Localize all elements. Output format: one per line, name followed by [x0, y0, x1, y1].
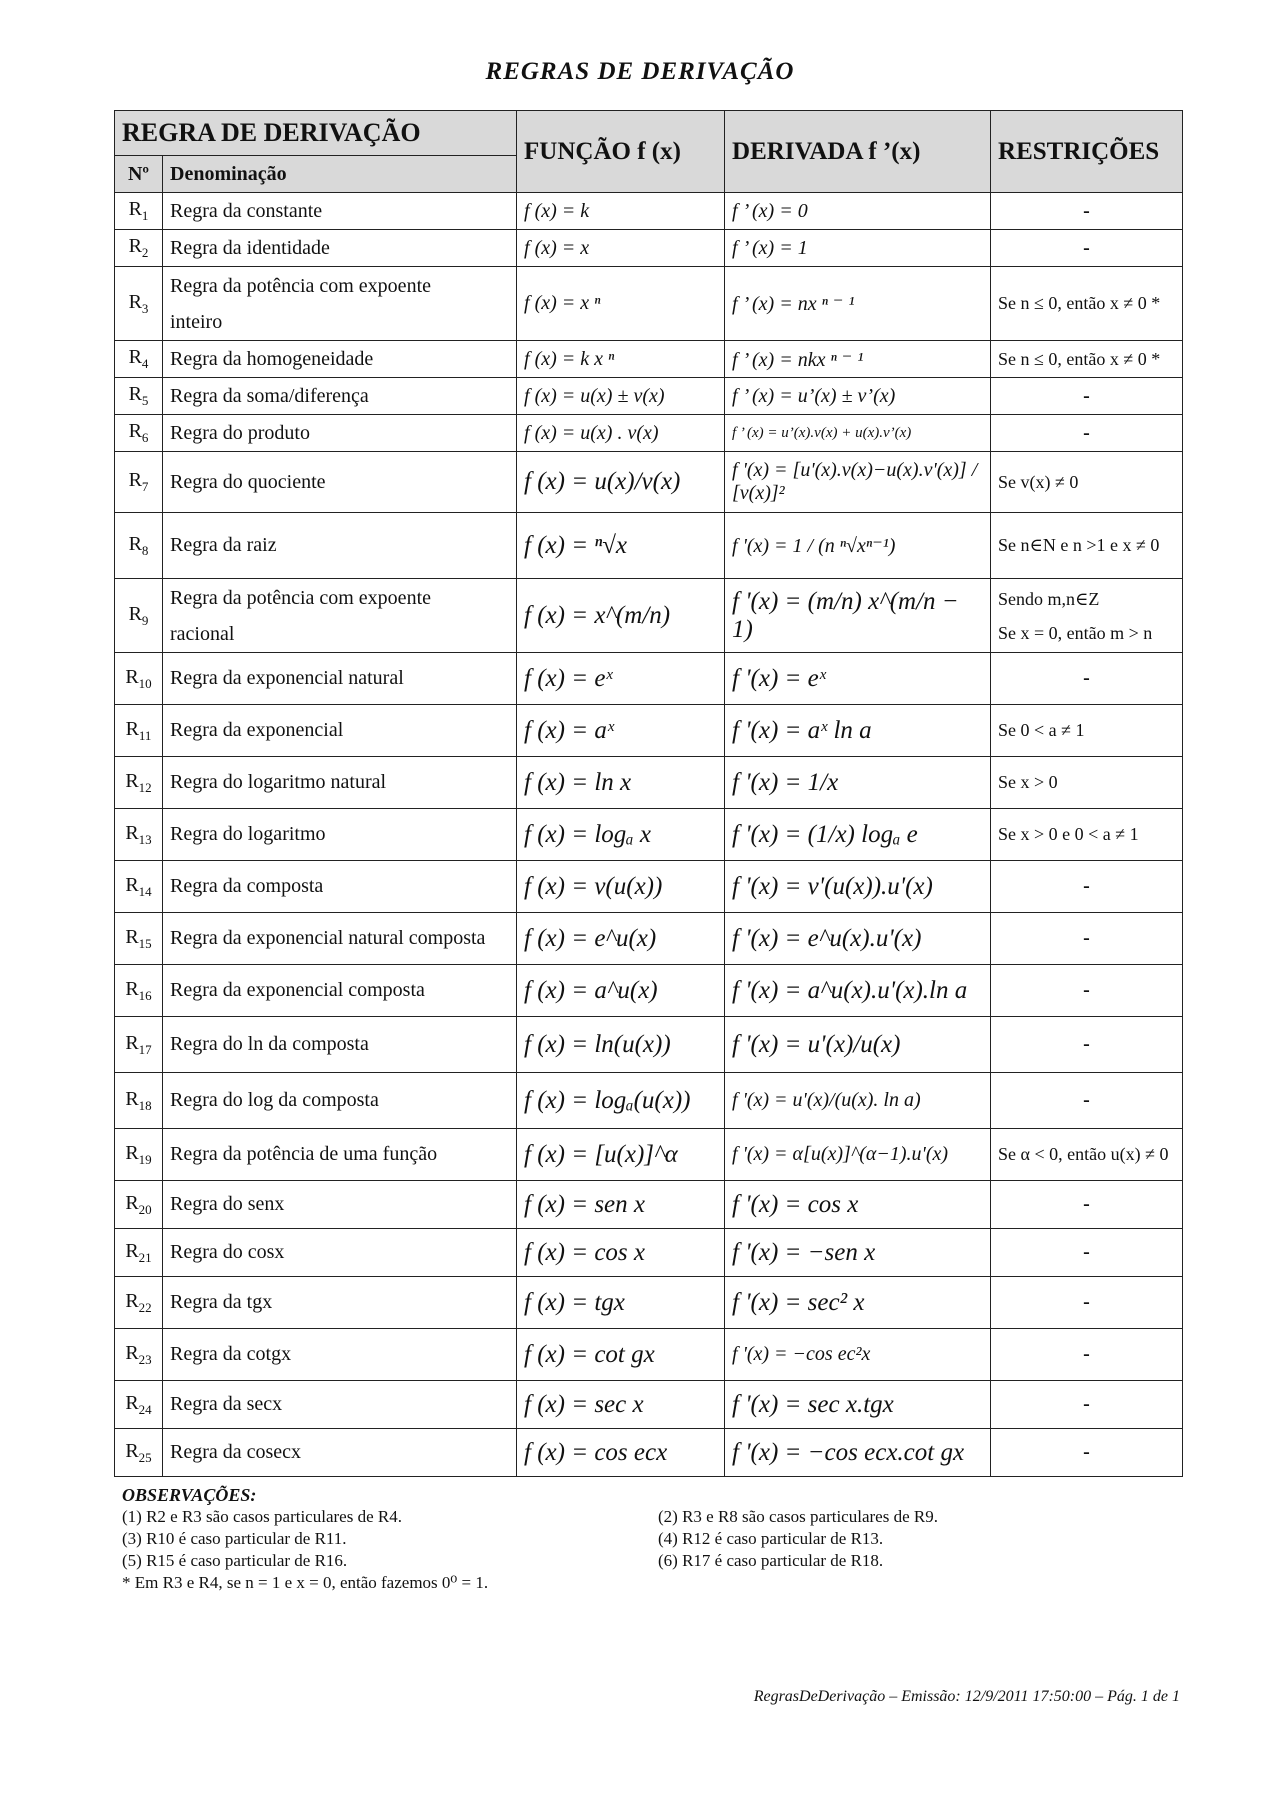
rule-restriction: - — [991, 1181, 1183, 1229]
rule-function: f (x) = ⁿ√x — [517, 513, 725, 579]
rule-number-subscript: 24 — [138, 1401, 152, 1417]
rule-row — [115, 913, 1183, 965]
rule-number-subscript: 23 — [138, 1351, 152, 1367]
rule-name: Regra da potência com expoente racional — [163, 579, 517, 653]
rule-row — [115, 1129, 1183, 1181]
rule-name: Regra da cosecx — [163, 1429, 517, 1477]
rule-function: f (x) = x^(m/n) — [517, 579, 725, 653]
rule-number: $R_5$ — [115, 378, 163, 415]
rule-restriction: - — [991, 1329, 1183, 1381]
observation-item: (4) R12 é caso particular de R13. — [658, 1529, 884, 1548]
rule-number-subscript: 5 — [141, 393, 149, 408]
rule-row — [115, 193, 1183, 230]
rule-number: $R_{10}$ — [115, 653, 163, 705]
rule-function: f (x) = logₐ(u(x)) — [517, 1073, 725, 1129]
rule-derivative: f '(x) = sec² x — [725, 1277, 991, 1329]
rule-derivative: f '(x) = −cos ec²x — [725, 1329, 991, 1381]
rule-row — [115, 1229, 1183, 1277]
rule-number: $R_{21}$ — [115, 1229, 163, 1277]
restriction-line: Sendo m,n∈Z — [998, 588, 1100, 609]
rule-function: f (x) = u(x) . v(x) — [517, 415, 725, 452]
rule-function: f (x) = u(x) ± v(x) — [517, 378, 725, 415]
rule-function: f (x) = e^u(x) — [517, 913, 725, 965]
rule-row — [115, 1429, 1183, 1477]
rule-derivative: f '(x) = aˣ ln a — [725, 705, 991, 757]
rule-derivative: f '(x) = (m/n) x^(m/n − 1) — [725, 579, 991, 653]
rule-restriction: Se v(x) ≠ 0 — [991, 452, 1183, 513]
derivation-rules-table — [114, 110, 1183, 1477]
rule-function: f (x) = logₐ x — [517, 809, 725, 861]
rule-number-subscript: 6 — [141, 430, 149, 445]
rule-restriction: Se α < 0, então u(x) ≠ 0 — [991, 1129, 1183, 1181]
rule-number-subscript: 10 — [138, 675, 152, 691]
rule-name: Regra do produto — [163, 415, 517, 452]
rule-number-subscript: 4 — [141, 356, 149, 371]
rule-function: f (x) = sen x — [517, 1181, 725, 1229]
rule-row — [115, 1017, 1183, 1073]
observations — [122, 1484, 1182, 1594]
rule-number: $R_1$ — [115, 193, 163, 230]
rule-number: $R_{19}$ — [115, 1129, 163, 1181]
observation-item: (1) R2 e R3 são casos particulares de R4. — [122, 1507, 402, 1526]
rule-restriction: - — [991, 965, 1183, 1017]
rule-number-subscript: 17 — [138, 1041, 152, 1057]
rule-name: Regra do logaritmo natural — [163, 757, 517, 809]
rule-number: $R_{24}$ — [115, 1381, 163, 1429]
rule-restriction: Se n ≤ 0, então x ≠ 0 * — [991, 341, 1183, 378]
observation-item: (6) R17 é caso particular de R18. — [658, 1551, 884, 1570]
rule-restriction: Se x > 0 — [991, 757, 1183, 809]
rule-row — [115, 757, 1183, 809]
rule-number: $R_3$ — [115, 267, 163, 341]
rule-name: Regra do cosx — [163, 1229, 517, 1277]
rule-derivative: f '(x) = e^u(x).u'(x) — [725, 913, 991, 965]
rule-row — [115, 965, 1183, 1017]
rule-row — [115, 1381, 1183, 1429]
rule-name: Regra da constante — [163, 193, 517, 230]
rule-name: Regra do ln da composta — [163, 1017, 517, 1073]
rule-row — [115, 653, 1183, 705]
rule-number-subscript: 8 — [141, 542, 149, 558]
rule-number-subscript: 7 — [141, 479, 149, 494]
rule-function: f (x) = cos ecx — [517, 1429, 725, 1477]
rule-restriction: - — [991, 1277, 1183, 1329]
rule-function: f (x) = cos x — [517, 1229, 725, 1277]
rule-function: f (x) = x ⁿ — [517, 267, 725, 341]
observations-title: OBSERVAÇÕES: — [122, 1485, 257, 1505]
rule-number: $R_9$ — [115, 579, 163, 653]
rule-number-subscript: 9 — [141, 612, 149, 628]
rule-number-subscript: 2 — [141, 245, 149, 260]
rule-number: $R_{20}$ — [115, 1181, 163, 1229]
rule-restriction: - — [991, 378, 1183, 415]
rule-number: $R_{13}$ — [115, 809, 163, 861]
rule-row — [115, 1181, 1183, 1229]
rule-number-subscript: 20 — [138, 1201, 152, 1217]
rule-derivative: f '(x) = eˣ — [725, 653, 991, 705]
header-function: FUNÇÃO f (x) — [517, 111, 725, 193]
header-restrictions: RESTRIÇÕES — [991, 111, 1183, 193]
rule-derivative: f ’ (x) = u’(x) ± v’(x) — [725, 378, 991, 415]
rule-function: f (x) = a^u(x) — [517, 965, 725, 1017]
rule-number-subscript: 14 — [138, 883, 152, 899]
rule-row — [115, 809, 1183, 861]
rule-derivative: f '(x) = u'(x)/u(x) — [725, 1017, 991, 1073]
rule-restriction: - — [991, 1017, 1183, 1073]
observation-note: * Em R3 e R4, se n = 1 e x = 0, então fazemos 0⁰ = 1. — [122, 1573, 489, 1592]
rule-derivative: f '(x) = α[u(x)]^(α−1).u'(x) — [725, 1129, 991, 1181]
rule-name: Regra do senx — [163, 1181, 517, 1229]
rule-restriction: Se n∈N e n >1 e x ≠ 0 — [991, 513, 1183, 579]
rule-row — [115, 267, 1183, 341]
restriction-line: Se x = 0, então m > n — [998, 622, 1153, 643]
rule-number: $R_{23}$ — [115, 1329, 163, 1381]
rule-derivative: f '(x) = −sen x — [725, 1229, 991, 1277]
rule-name: Regra da tgx — [163, 1277, 517, 1329]
rule-number: $R_{17}$ — [115, 1017, 163, 1073]
rules-body — [115, 193, 1183, 1477]
rule-derivative: f ’ (x) = 0 — [725, 193, 991, 230]
rule-function: f (x) = aˣ — [517, 705, 725, 757]
rule-name: Regra da exponencial natural — [163, 653, 517, 705]
rule-restriction: - — [991, 1429, 1183, 1477]
rule-name: Regra da raiz — [163, 513, 517, 579]
rule-derivative: f '(x) = cos x — [725, 1181, 991, 1229]
rule-row — [115, 705, 1183, 757]
rule-name: Regra da exponencial natural composta — [163, 913, 517, 965]
rule-number: $R_4$ — [115, 341, 163, 378]
rule-number: $R_{25}$ — [115, 1429, 163, 1477]
rule-function: f (x) = x — [517, 230, 725, 267]
rule-function: f (x) = k — [517, 193, 725, 230]
rule-derivative: f ’ (x) = nkx ⁿ ⁻ ¹ — [725, 341, 991, 378]
rule-function: f (x) = u(x)/v(x) — [517, 452, 725, 513]
rule-row — [115, 230, 1183, 267]
rule-name: Regra da identidade — [163, 230, 517, 267]
rule-restriction: - — [991, 415, 1183, 452]
rule-derivative: f '(x) = 1/x — [725, 757, 991, 809]
rule-function: f (x) = v(u(x)) — [517, 861, 725, 913]
rule-name: Regra da secx — [163, 1381, 517, 1429]
rule-row — [115, 378, 1183, 415]
observation-item: (5) R15 é caso particular de R16. — [122, 1551, 348, 1570]
rule-derivative: f '(x) = v'(u(x)).u'(x) — [725, 861, 991, 913]
rule-name: Regra da homogeneidade — [163, 341, 517, 378]
header-number: Nº — [115, 156, 163, 193]
rule-derivative: f '(x) = 1 / (n ⁿ√xⁿ⁻¹) — [725, 513, 991, 579]
rule-number-subscript: 21 — [138, 1249, 152, 1265]
rule-name: Regra do quociente — [163, 452, 517, 513]
rule-restriction: Se n ≤ 0, então x ≠ 0 * — [991, 267, 1183, 341]
rule-name: Regra da soma/diferença — [163, 378, 517, 415]
rule-restriction: - — [991, 1073, 1183, 1129]
rule-number: $R_{12}$ — [115, 757, 163, 809]
rule-row — [115, 452, 1183, 513]
rule-number: $R_2$ — [115, 230, 163, 267]
rule-derivative: f ’ (x) = 1 — [725, 230, 991, 267]
rule-derivative: f ’ (x) = u’(x).v(x) + u(x).v’(x) — [725, 415, 991, 452]
rule-restriction: Se x > 0 e 0 < a ≠ 1 — [991, 809, 1183, 861]
rule-number-subscript: 25 — [138, 1449, 152, 1465]
rule-number: $R_{14}$ — [115, 861, 163, 913]
page-footer: RegrasDeDerivação – Emissão: 12/9/2011 17:50:00 – Pág. 1 de 1 — [753, 1688, 1180, 1705]
rule-function: f (x) = ln x — [517, 757, 725, 809]
rule-number: $R_{11}$ — [115, 705, 163, 757]
rule-number-subscript: 16 — [138, 987, 152, 1003]
rule-number-subscript: 19 — [138, 1151, 152, 1167]
header-denomination: Denominação — [163, 156, 517, 193]
rule-name: Regra da exponencial — [163, 705, 517, 757]
rule-restriction: - — [991, 861, 1183, 913]
rule-restriction — [991, 579, 1183, 653]
rule-restriction: - — [991, 230, 1183, 267]
rule-number: $R_{16}$ — [115, 965, 163, 1017]
observations-grid — [122, 1506, 1182, 1572]
rule-derivative: f '(x) = (1/x) logₐ e — [725, 809, 991, 861]
rule-row — [115, 341, 1183, 378]
rule-row — [115, 1329, 1183, 1381]
observation-item: (2) R3 e R8 são casos particulares de R9. — [658, 1507, 938, 1526]
rule-number: $R_{15}$ — [115, 913, 163, 965]
rule-number: $R_7$ — [115, 452, 163, 513]
rule-restriction: - — [991, 653, 1183, 705]
rule-row — [115, 579, 1183, 653]
rule-function: f (x) = cot gx — [517, 1329, 725, 1381]
rule-name: Regra do log da composta — [163, 1073, 517, 1129]
rule-number: $R_8$ — [115, 513, 163, 579]
document-title: REGRAS DE DERIVAÇÃO — [485, 58, 795, 85]
rule-number-subscript: 18 — [138, 1097, 152, 1113]
rule-derivative: f ’ (x) = nx ⁿ ⁻ ¹ — [725, 267, 991, 341]
rule-number-subscript: 12 — [138, 779, 152, 795]
rule-name: Regra do logaritmo — [163, 809, 517, 861]
rule-function: f (x) = eˣ — [517, 653, 725, 705]
rule-restriction: - — [991, 193, 1183, 230]
rule-number: $R_6$ — [115, 415, 163, 452]
rule-row — [115, 513, 1183, 579]
rule-restriction: - — [991, 913, 1183, 965]
rule-row — [115, 415, 1183, 452]
rule-row — [115, 1277, 1183, 1329]
rule-number: $R_{22}$ — [115, 1277, 163, 1329]
rule-function: f (x) = tgx — [517, 1277, 725, 1329]
rule-name: Regra da composta — [163, 861, 517, 913]
rule-derivative: f '(x) = sec x.tgx — [725, 1381, 991, 1429]
rule-function: f (x) = ln(u(x)) — [517, 1017, 725, 1073]
rule-number-subscript: 22 — [138, 1299, 152, 1315]
rule-derivative: f '(x) = a^u(x).u'(x).ln a — [725, 965, 991, 1017]
rule-number-subscript: 13 — [138, 831, 152, 847]
rule-function: f (x) = sec x — [517, 1381, 725, 1429]
rule-name: Regra da exponencial composta — [163, 965, 517, 1017]
rule-restriction: Se 0 < a ≠ 1 — [991, 705, 1183, 757]
rule-derivative: f '(x) = u'(x)/(u(x). ln a) — [725, 1073, 991, 1129]
rule-restriction: - — [991, 1381, 1183, 1429]
rule-derivative: f '(x) = −cos ecx.cot gx — [725, 1429, 991, 1477]
rule-number-subscript: 1 — [141, 208, 149, 223]
rule-name: Regra da cotgx — [163, 1329, 517, 1381]
rule-row — [115, 861, 1183, 913]
header-rule-group: REGRA DE DERIVAÇÃO — [115, 111, 517, 156]
rule-function: f (x) = k x ⁿ — [517, 341, 725, 378]
rule-derivative: f '(x) = [u'(x).v(x)−u(x).v'(x)] / [v(x)]² — [725, 452, 991, 513]
rule-row — [115, 1073, 1183, 1129]
rule-number-subscript: 11 — [138, 727, 152, 743]
rule-name: Regra da potência de uma função — [163, 1129, 517, 1181]
header-derivative: DERIVADA f ’(x) — [725, 111, 991, 193]
observation-item: (3) R10 é caso particular de R11. — [122, 1529, 347, 1548]
rule-name: Regra da potência com expoente inteiro — [163, 267, 517, 341]
rule-number: $R_{18}$ — [115, 1073, 163, 1129]
rule-restriction: - — [991, 1229, 1183, 1277]
rule-function: f (x) = [u(x)]^α — [517, 1129, 725, 1181]
rule-number-subscript: 3 — [141, 300, 149, 316]
rule-number-subscript: 15 — [138, 935, 152, 951]
